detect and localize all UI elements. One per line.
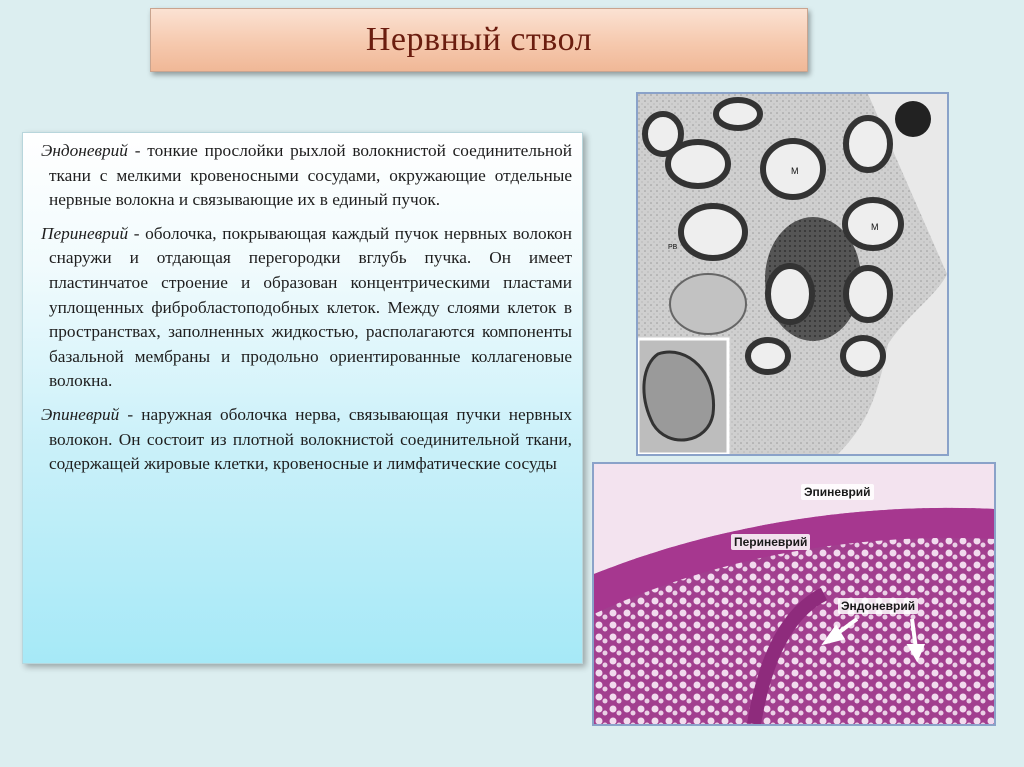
electron-micrograph <box>636 92 949 456</box>
term-perineurium: Периневрий <box>41 223 129 243</box>
em-label-m1: M <box>791 166 799 176</box>
label-perineurium: Периневрий <box>731 534 810 550</box>
paragraph-epineurium <box>41 403 572 477</box>
em-label-pb: PB <box>668 244 678 251</box>
page-title: Нервный ствол <box>365 21 593 58</box>
paragraph-perineurium <box>41 222 572 394</box>
label-epineurium: Эпиневрий <box>801 484 874 500</box>
definition-epineurium: - наружная оболочка нерва, связывающая пучки нервных волокон. Он состоит из плотной волокнистой соединительной ткани, содержащей жировые клетки, кровеносные и лимфатические сосуды <box>49 404 572 474</box>
label-endoneurium: Эндоневрий <box>838 598 918 614</box>
term-epineurium: Эпиневрий <box>41 404 120 424</box>
light-micrograph <box>592 462 996 726</box>
definition-perineurium: - оболочка, покрывающая каждый пучок нервных волокон снаружи и отдающая перегородки вглубь пучка. Он имеет пластинчатое строение и образован концентрическими пластами уплощенных фибробластоподобных клеток. Между слоями клеток в пространствах, заполненных жидкостью, располагаются компоненты базальной мембраны и продольно ориентированные коллагеновые волокна. <box>49 223 572 391</box>
title-banner <box>150 8 808 72</box>
em-label-m2: M <box>871 222 879 232</box>
definition-endoneurium: - тонкие прослойки рыхлой волокнистой соединительной ткани с мелкими кровеносными сосудами, окружающие отдельные нервные волокна и связывающие их в единый пучок. <box>49 141 572 210</box>
electron-micrograph-drawing <box>638 94 947 454</box>
term-endoneurium: Эндоневрий <box>41 141 128 160</box>
paragraph-endoneurium <box>41 139 572 213</box>
text-panel <box>22 132 583 664</box>
light-micrograph-drawing <box>594 464 994 724</box>
